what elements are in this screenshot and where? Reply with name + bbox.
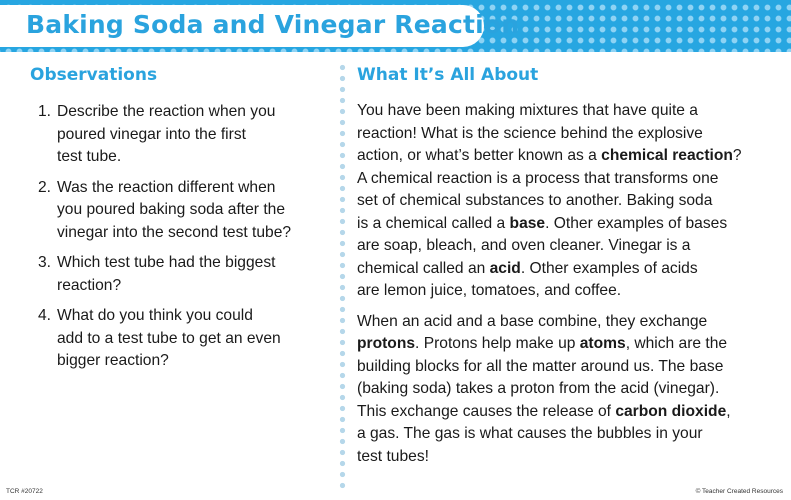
question-item [30,101,330,169]
dotted-divider [339,62,346,492]
question-list [30,101,330,373]
text: are lemon juice, tomatoes, and coffee. [357,282,622,299]
text: (baking soda) takes a proton from the acid (vinegar). [357,380,720,397]
copyright-notice: © Teacher Created Resources [695,488,783,495]
question-number: 1. [38,103,52,120]
text: chemical called an [357,259,490,277]
observations-column [30,63,330,381]
question-number: 3. [38,254,52,271]
question-line: Which test tube had the biggest [57,254,276,271]
question-item [30,177,330,245]
question-line: Was the reaction different when [57,178,276,196]
text: You have been making mixtures that have quite a [357,102,698,119]
explanation-paragraph [357,100,777,303]
question-line: you poured baking soda after the [57,201,286,218]
text: reaction! What is the science behind the explosive [357,124,703,142]
explanation-paragraph [357,311,777,469]
term-carbon-dioxide: carbon dioxide [615,402,727,420]
question-line: What do you think you could [57,307,253,324]
text: , [726,402,731,420]
question-line: Describe the reaction when you [57,103,276,120]
text: test tubes! [357,447,429,465]
text: . Other examples of bases [545,214,728,232]
product-code: TCR #20722 [6,488,43,495]
explanation-column [357,63,777,468]
text: is a chemical called a [357,214,510,232]
term-chemical-reaction: chemical reaction [601,147,733,164]
question-line: vinegar into the second test tube? [57,223,292,241]
page-title: Baking Soda and Vinegar Reaction [26,10,520,39]
question-line: reaction? [57,276,122,294]
question-line: add to a test tube to get an even [57,329,281,347]
text: ? [732,147,742,164]
question-number: 4. [38,307,52,324]
text: a gas. The gas is what causes the bubbles in your [357,425,703,442]
text: This exchange causes the release of [357,402,616,420]
term-base: base [509,214,546,232]
text: action, or what’s better known as a [357,147,602,164]
text: . Protons help make up [415,335,580,352]
text: . Other examples of acids [520,259,698,277]
question-line: bigger reaction? [57,352,169,369]
question-item [30,252,330,297]
text: , which are the [625,335,728,352]
question-line: test tube. [57,148,122,165]
text: When an acid and a base combine, they exchange [357,312,708,330]
text: set of chemical substances to another. Baking soda [357,192,713,209]
term-acid: acid [489,259,521,277]
term-protons: protons [357,335,416,352]
question-line: poured vinegar into the first [57,125,246,143]
question-item [30,305,330,373]
title-banner [0,0,791,52]
text: building blocks for all the matter around us. The base [357,357,724,375]
text: A chemical reaction is a process that transforms one [357,169,719,187]
term-atoms: atoms [579,335,626,352]
about-heading: What It’s All About [357,65,539,85]
observations-heading: Observations [30,65,158,85]
question-number: 2. [38,178,52,196]
text: are soap, bleach, and oven cleaner. Vinegar is a [357,237,691,254]
